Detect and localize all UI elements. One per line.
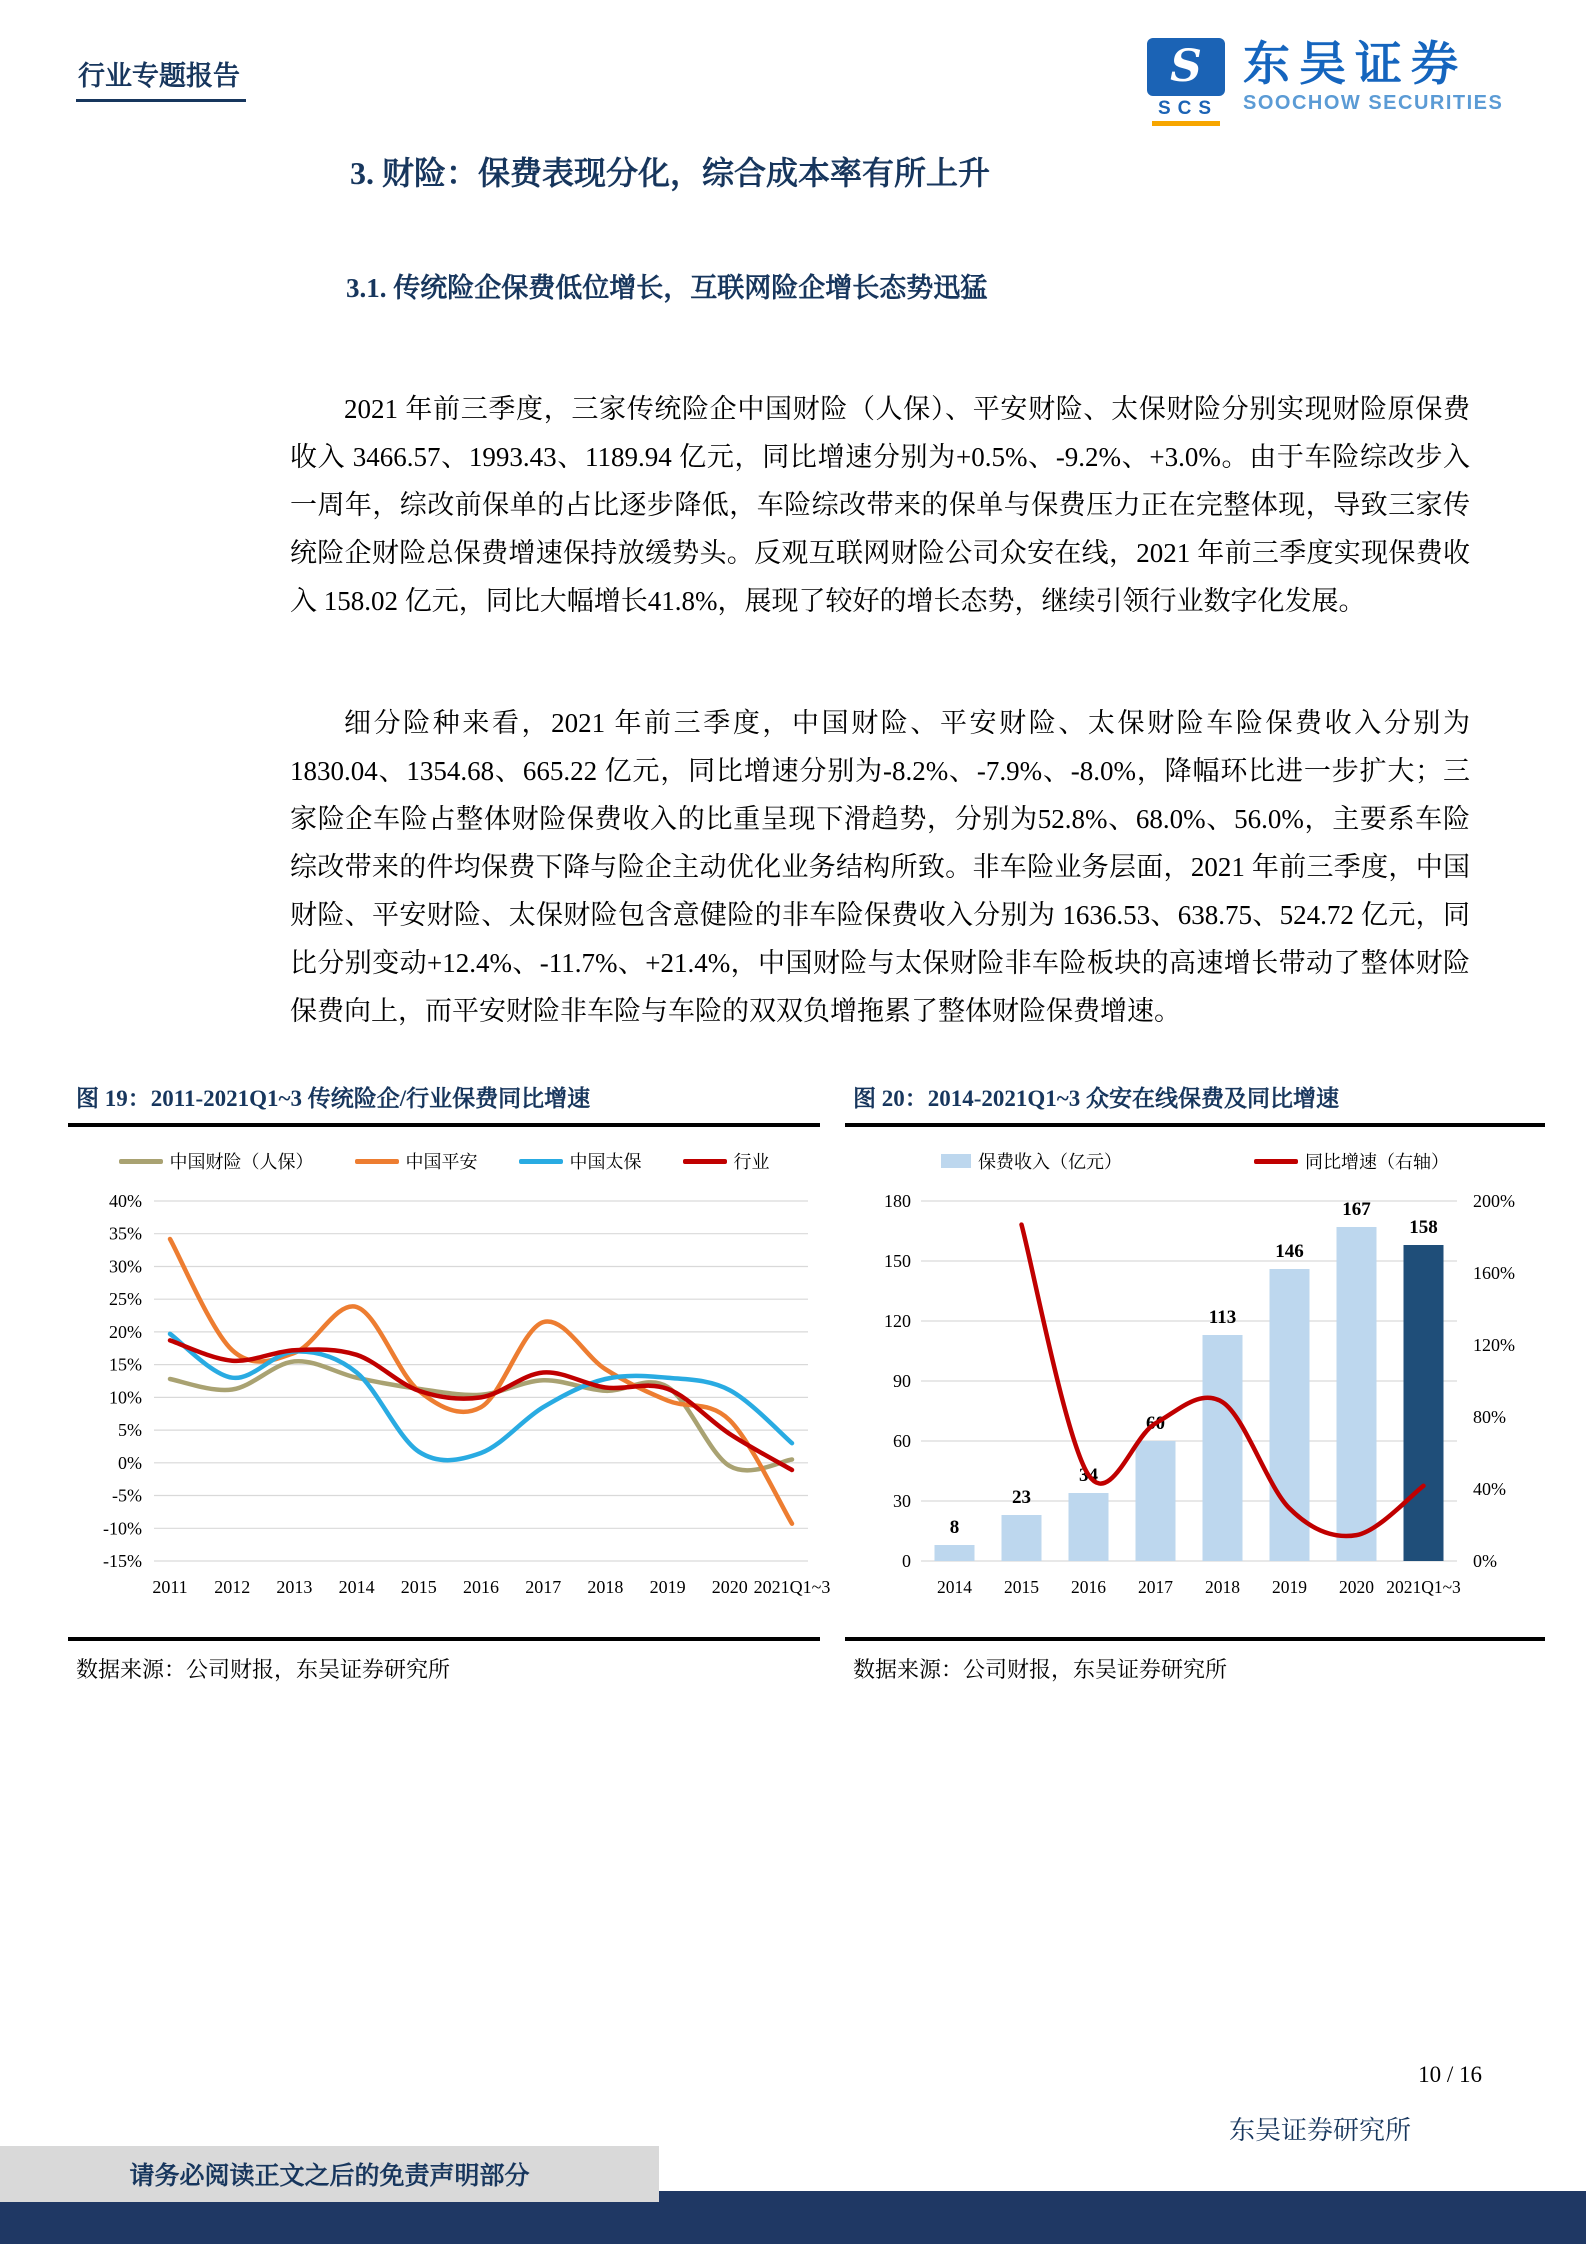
x-axis-tick-label: 2016	[1071, 1577, 1106, 1597]
figure-19-title: 图 19：2011-2021Q1~3 传统险企/行业保费同比增速	[68, 1078, 820, 1127]
y-axis-tick-label: 20%	[109, 1321, 142, 1342]
bar-2020	[1337, 1227, 1377, 1561]
left-y-axis-tick-label: 150	[884, 1251, 911, 1271]
left-y-axis-tick-label: 30	[893, 1491, 911, 1511]
x-axis-tick-label: 2021Q1~3	[1386, 1577, 1461, 1597]
right-y-axis-tick-label: 120%	[1473, 1335, 1515, 1355]
zhongan-premium-bar-line-chart	[845, 1183, 1545, 1629]
page-number: 10 / 16	[1418, 2062, 1482, 2087]
legend-item-3	[683, 1148, 770, 1174]
y-axis-tick-label: 10%	[109, 1387, 142, 1408]
bar-2016	[1069, 1493, 1109, 1561]
left-y-axis-tick-label: 180	[884, 1191, 911, 1211]
y-axis-tick-label: 25%	[109, 1289, 142, 1310]
legend-swatch-icon	[519, 1159, 563, 1164]
brand-name-cn: 东吴证券	[1243, 37, 1467, 90]
legend-item-1	[355, 1148, 478, 1174]
x-axis-tick-label: 2011	[152, 1577, 188, 1597]
legend-label: 行业	[733, 1152, 770, 1172]
legend-item-bars	[941, 1148, 1122, 1174]
figure-19	[68, 1078, 831, 1684]
left-y-axis-tick-label: 90	[893, 1371, 911, 1391]
x-axis-tick-label: 2019	[649, 1577, 686, 1597]
right-y-axis-tick-label: 160%	[1473, 1263, 1515, 1283]
brand-name-en: SOOCHOW SECURITIES	[1243, 91, 1504, 114]
bar-value-label: 34	[1079, 1465, 1098, 1486]
logo-letter: S	[1170, 41, 1202, 92]
legend-label: 中国太保	[569, 1152, 642, 1172]
left-y-axis-tick-label: 0	[902, 1551, 911, 1571]
section-title: 3. 财险：保费表现分化，综合成本率有所上升	[350, 155, 991, 191]
figure-20	[845, 1078, 1545, 1684]
bar-value-label: 146	[1275, 1241, 1304, 1262]
traditional-insurers-growth-line-chart	[68, 1183, 831, 1629]
legend-swatch-icon	[941, 1154, 971, 1168]
figure-20-legend	[845, 1145, 1545, 1177]
x-axis-tick-label: 2013	[276, 1577, 313, 1597]
bar-value-label: 8	[949, 1517, 960, 1538]
bar-2015	[1002, 1515, 1042, 1561]
legend-item-0	[119, 1148, 314, 1174]
brand-logo	[1143, 38, 1503, 126]
legend-item-2	[519, 1148, 642, 1174]
x-axis-tick-label: 2015	[1004, 1577, 1039, 1597]
bar-2014	[935, 1545, 975, 1561]
y-axis-tick-label: -15%	[103, 1551, 142, 1571]
paragraph-1: 2021 年前三季度，三家传统险企中国财险（人保）、平安财险、太保财险分别实现财险原保费收入 3466.57、1993.43、1189.94 亿元，同比增速分别为+0.5%、-9.2%、+3.0%。由于车险综改步入一周年，综改前保单的占比逐步降低，车险综改带来的保单与保费压力正在完整体现，导致三家传统险企财险总保费增速保持放缓势头。反观互联网财险公司众安在线，2021 年前三季度实现保费收入 158.02 亿元，同比大幅增长41.8%，展现了较好的增长态势，继续引领行业数字化发展。	[290, 394, 1470, 616]
left-y-axis-tick-label: 120	[884, 1311, 911, 1331]
brand-logo-mark	[1143, 38, 1229, 126]
right-y-axis-tick-label: 80%	[1473, 1407, 1506, 1427]
y-axis-tick-label: 15%	[109, 1354, 142, 1375]
bar-value-label: 158	[1409, 1217, 1438, 1238]
legend-label: 中国财险（人保）	[169, 1152, 314, 1172]
bar-value-label: 167	[1342, 1199, 1371, 1220]
right-y-axis-tick-label: 40%	[1473, 1479, 1506, 1499]
subsection-title: 3.1. 传统险企保费低位增长，互联网险企增长态势迅猛	[346, 273, 988, 303]
bar-value-label: 113	[1208, 1307, 1237, 1328]
y-axis-tick-label: 5%	[118, 1420, 142, 1441]
legend-swatch-icon	[355, 1159, 399, 1164]
x-axis-tick-label: 2019	[1272, 1577, 1307, 1597]
x-axis-tick-label: 2014	[338, 1577, 375, 1597]
x-axis-tick-label: 2020	[711, 1577, 748, 1597]
legend-label: 同比增速（右轴）	[1305, 1152, 1449, 1172]
y-axis-tick-label: 40%	[109, 1191, 142, 1211]
disclaimer-text: 请务必阅读正文之后的免责声明部分	[129, 2163, 530, 2190]
legend-label: 中国平安	[405, 1152, 478, 1172]
x-axis-tick-label: 2012	[214, 1577, 251, 1597]
x-axis-tick-label: 2018	[587, 1577, 624, 1597]
x-axis-tick-label: 2020	[1339, 1577, 1374, 1597]
bar-value-label: 23	[1012, 1487, 1031, 1508]
soochow-logo-icon	[1147, 38, 1225, 96]
figure-19-source: 数据来源：公司财报，东吴证券研究所	[68, 1637, 820, 1684]
y-axis-tick-label: 30%	[109, 1256, 142, 1277]
y-axis-tick-label: -10%	[103, 1518, 142, 1539]
x-axis-tick-label: 2015	[400, 1577, 437, 1597]
x-axis-tick-label: 2017	[1138, 1577, 1173, 1597]
figure-19-legend	[68, 1145, 820, 1177]
y-axis-tick-label: 35%	[109, 1223, 142, 1244]
y-axis-tick-label: 0%	[118, 1452, 142, 1473]
figure-20-title: 图 20：2014-2021Q1~3 众安在线保费及同比增速	[845, 1078, 1545, 1127]
bar-value-label: 60	[1146, 1413, 1165, 1434]
x-axis-tick-label: 2016	[463, 1577, 499, 1597]
left-y-axis-tick-label: 60	[893, 1431, 911, 1451]
legend-swatch-icon	[683, 1159, 727, 1164]
y-axis-tick-label: -5%	[112, 1485, 142, 1506]
x-axis-tick-label: 2021Q1~3	[753, 1577, 831, 1597]
legend-swatch-icon	[1254, 1159, 1298, 1164]
x-axis-tick-label: 2018	[1205, 1577, 1240, 1597]
bar-2017	[1136, 1441, 1176, 1561]
figure-20-source: 数据来源：公司财报，东吴证券研究所	[845, 1637, 1545, 1684]
legend-item-line	[1254, 1148, 1449, 1174]
bar-2021Q1~3	[1404, 1245, 1444, 1561]
bar-2019	[1270, 1269, 1310, 1561]
right-y-axis-tick-label: 0%	[1473, 1551, 1497, 1571]
legend-label: 保费收入（亿元）	[978, 1152, 1122, 1172]
legend-swatch-icon	[119, 1159, 163, 1164]
x-axis-tick-label: 2014	[937, 1577, 972, 1597]
bar-2018	[1203, 1335, 1243, 1561]
right-y-axis-tick-label: 200%	[1473, 1191, 1515, 1211]
footer-organization: 东吴证券研究所	[1228, 2116, 1411, 2145]
report-type-label: 行业专题报告	[76, 54, 246, 102]
brand-logo-text	[1243, 38, 1503, 115]
logo-scs-text: SCS	[1152, 98, 1220, 126]
x-axis-tick-label: 2017	[525, 1577, 562, 1597]
paragraph-2: 细分险种来看，2021 年前三季度，中国财险、平安财险、太保财险车险保费收入分别为 1830.04、1354.68、665.22 亿元，同比增速分别为-8.2%、-7.9%、-8.0%，降幅环比进一步扩大；三家险企车险占整体财险保费收入的比重呈现下滑趋势，分别为52.8%、68.0%、56.0%，主要系车险综改带来的件均保费下降与险企主动优化业务结构所致。非车险业务层面，2021 年前三季度，中国财险、平安财险、太保财险包含意健险的非车险保费收入分别为 1636.53、638.75、524.72 亿元，同比分别变动+12.4%、-11.7%、+21.4%，中国财险与太保财险非车险板块的高速增长带动了整体财险保费向上，而平安财险非车险与车险的双双负增拖累了整体财险保费增速。	[290, 708, 1470, 1026]
disclaimer-box	[0, 2146, 659, 2202]
